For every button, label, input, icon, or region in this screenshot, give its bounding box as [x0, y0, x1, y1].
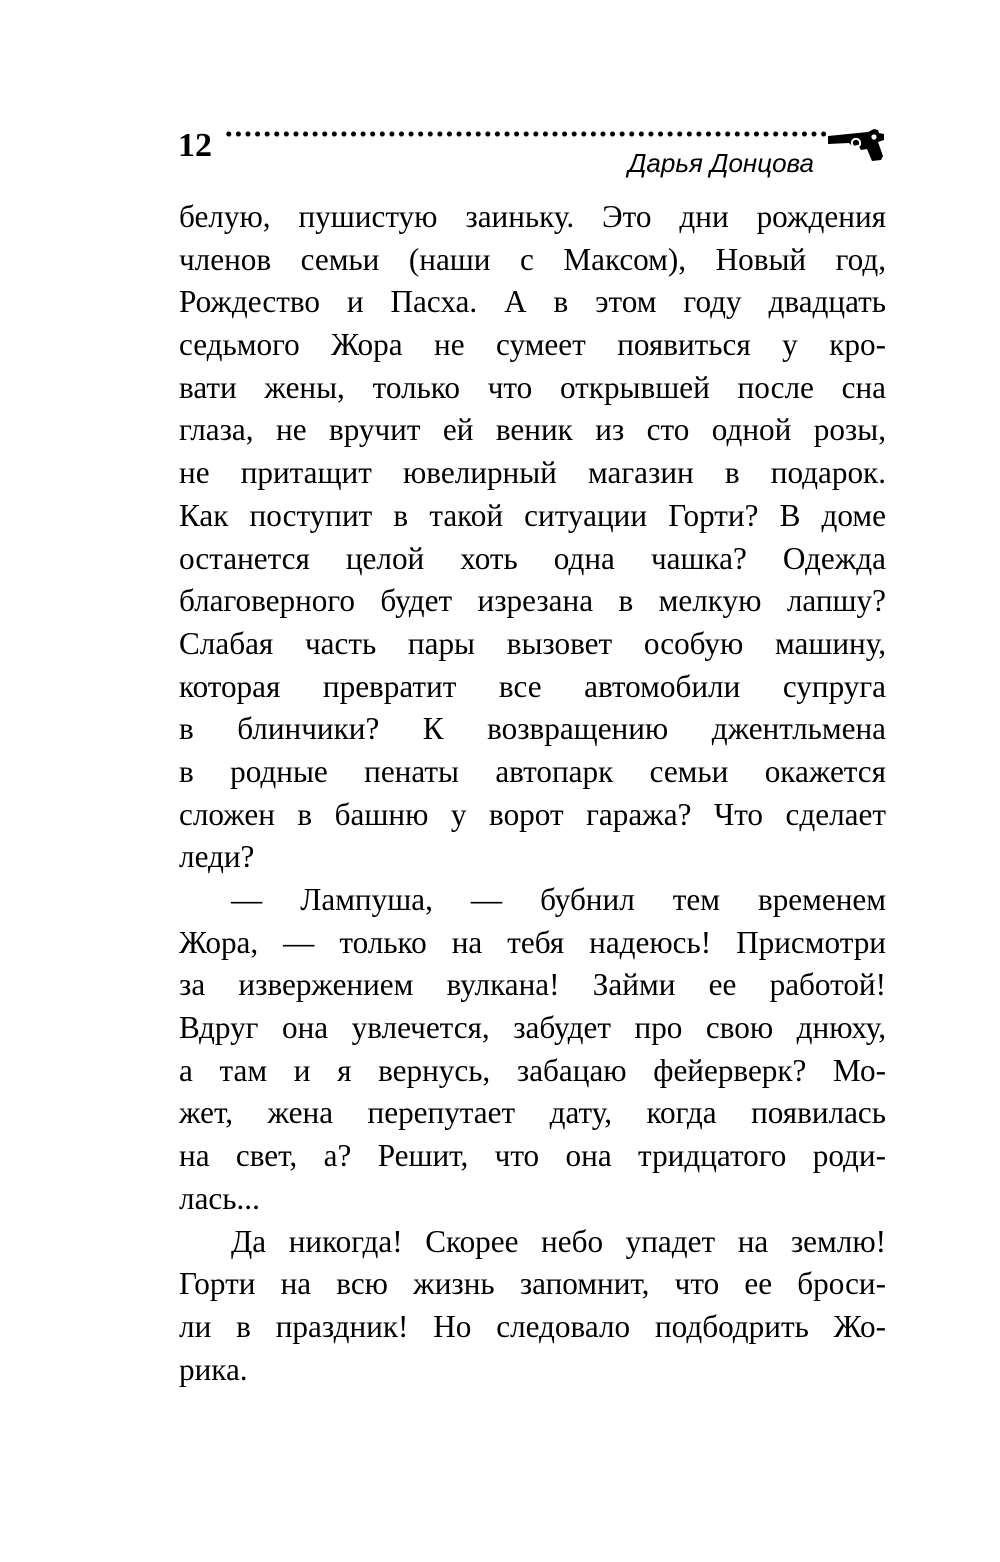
paragraph [179, 879, 886, 1221]
text-line: в родные пенаты автопарк семьи окажется [179, 753, 886, 789]
text-line: Рождество и Пасха. А в этом году двадцать [179, 284, 886, 320]
text-line: членов семьи (наши с Максом), Новый год, [179, 241, 886, 277]
text-line: Вдруг она увлечется, забудет про свою днюху, [179, 1010, 886, 1046]
dot-leader [224, 130, 829, 138]
text-line: лась... [179, 1180, 260, 1216]
text-line: на свет, а? Решит, что она тридцатого роди- [179, 1138, 886, 1174]
text-line: рика. [179, 1351, 248, 1387]
text-line: останется целой хоть одна чашка? Одежда [179, 540, 886, 576]
text-line: в блинчики? К возвращению джентльмена [179, 711, 886, 747]
text-line: леди? [179, 839, 255, 875]
text-line: — Лампуша, — бубнил тем временем [231, 882, 886, 917]
text-line: Жора, — только на тебя надеюсь! Присмотри [179, 924, 886, 960]
text-line: седьмого Жора не сумеет появиться у кро- [179, 327, 886, 363]
body-text [179, 196, 886, 1391]
text-line: вати жены, только что открывшей после сна [179, 369, 886, 405]
text-line: глаза, не вручит ей веник из сто одной розы, [179, 412, 886, 448]
page-number: 12 [178, 127, 212, 164]
text-line: за извержением вулкана! Займи ее работой! [179, 967, 886, 1003]
text-line: жет, жена перепутает дату, когда появилась [179, 1095, 886, 1131]
text-line: а там и я вернусь, забацаю фейерверк? Мо- [179, 1052, 886, 1088]
running-header [178, 118, 890, 190]
paragraph [179, 196, 886, 879]
text-line: не притащит ювелирный магазин в подарок. [179, 455, 886, 491]
author-name: Дарья Донцова [628, 148, 814, 178]
revolver-icon [828, 120, 890, 166]
text-line: сложен в башню у ворот гаража? Что сделает [179, 796, 886, 832]
text-line: Да никогда! Скорее небо упадет на землю! [231, 1223, 886, 1259]
text-line: благоверного будет изрезана в мелкую лапшу? [179, 583, 886, 619]
text-line: белую, пушистую заиньку. Это дни рождения [179, 199, 886, 234]
text-line: Как поступит в такой ситуации Горти? В доме [179, 497, 886, 533]
text-line: Горти на всю жизнь запомнит, что ее броси- [179, 1266, 886, 1302]
text-line: которая превратит все автомобили супруга [179, 668, 886, 704]
paragraph [179, 1221, 886, 1392]
text-line: ли в праздник! Но следовало подбодрить Жо- [179, 1308, 886, 1344]
text-line: Слабая часть пары вызовет особую машину, [179, 625, 886, 661]
